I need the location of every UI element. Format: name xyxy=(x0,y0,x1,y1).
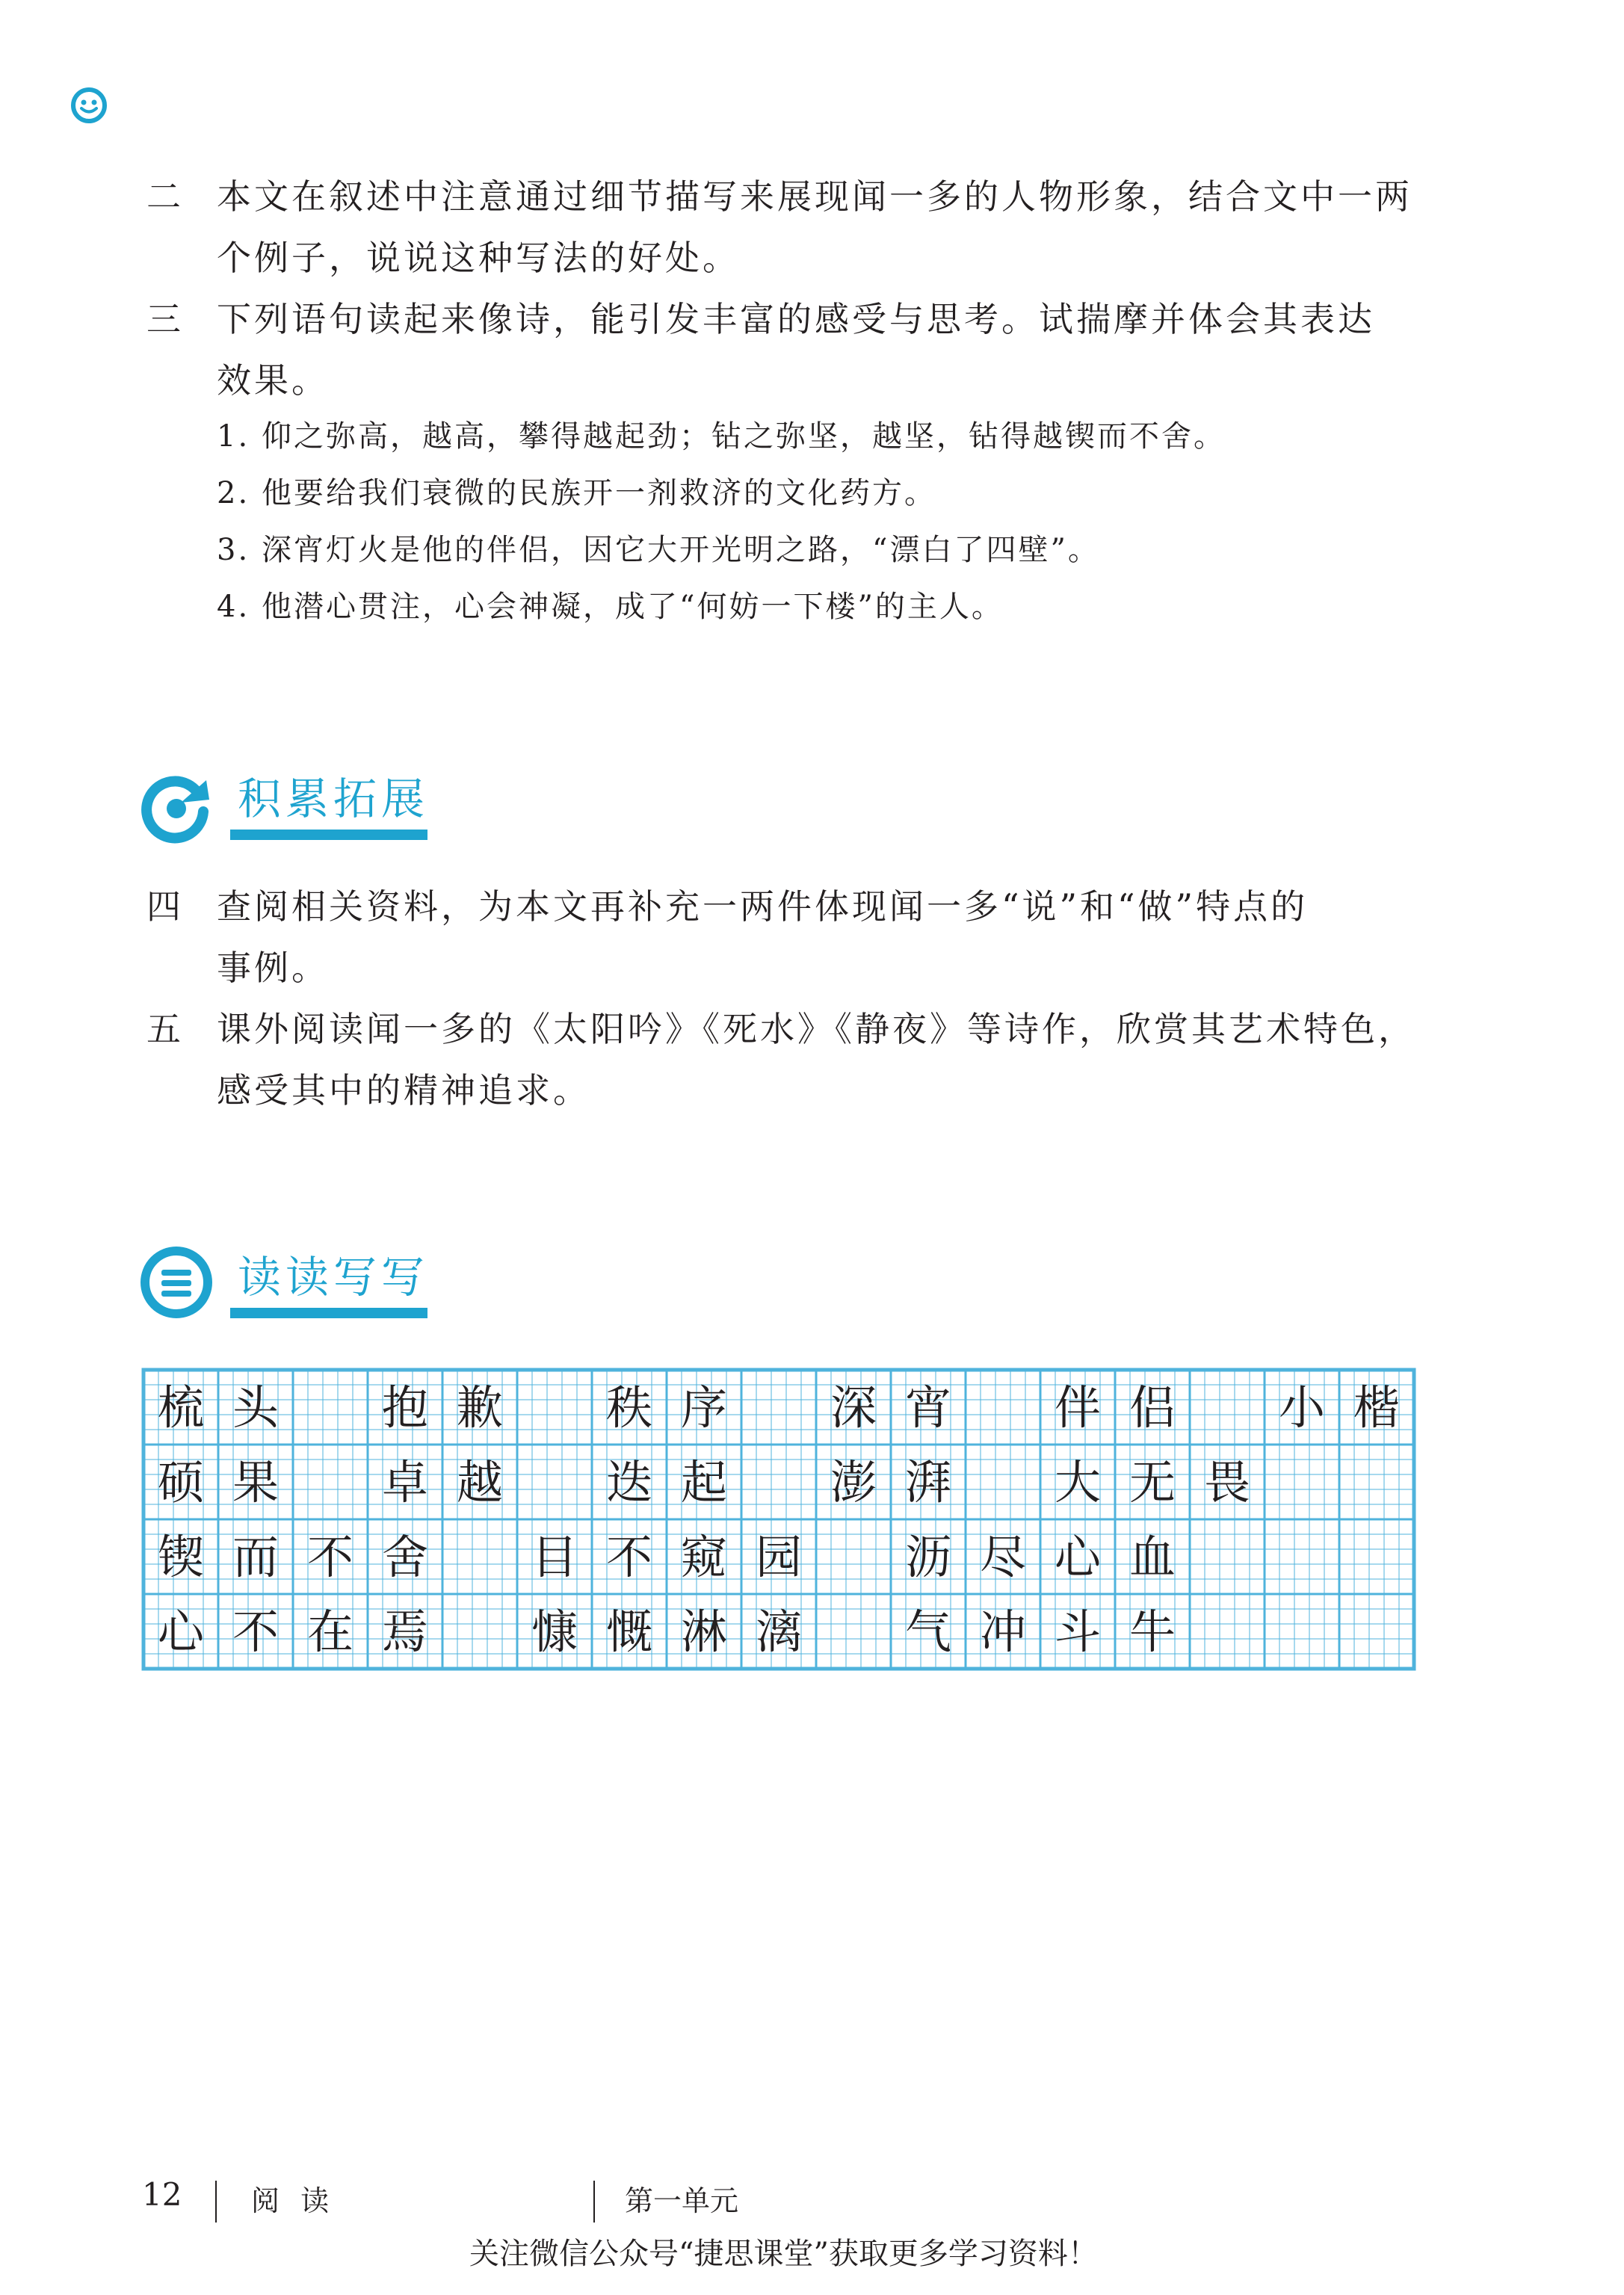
arrow-circle-icon xyxy=(139,770,214,847)
question-number: 二 xyxy=(146,176,181,217)
question-number: 三 xyxy=(146,299,181,339)
grid-character: 序 xyxy=(680,1380,728,1435)
sub-item-text: 仰之弥高，越高，攀得越起劲；钻之弥坚，越坚，钻得越锲而不舍。 xyxy=(262,419,1226,454)
footer-divider xyxy=(593,2181,595,2223)
section-underline xyxy=(230,1308,427,1318)
grid-character: 宵 xyxy=(904,1380,952,1435)
grid-character: 果 xyxy=(232,1455,280,1510)
sub-item-number: 2. xyxy=(217,476,250,510)
grid-character: 淋 xyxy=(680,1604,728,1659)
question-text-line: 下列语句读起来像诗，能引发丰富的感受与思考。试揣摩并体会其表达 xyxy=(217,299,1375,339)
section-title: 读读写写 xyxy=(238,1252,430,1303)
grid-character: 秩 xyxy=(605,1380,653,1435)
section-underline xyxy=(230,830,427,840)
grid-character: 畏 xyxy=(1203,1455,1251,1510)
grid-character: 不 xyxy=(605,1530,653,1584)
grid-character: 歉 xyxy=(456,1380,504,1435)
question-text-line: 感受其中的精神追求。 xyxy=(217,1070,590,1111)
sub-item xyxy=(217,414,1226,459)
smiley-icon xyxy=(70,87,108,127)
sub-item-text: 他潜心贯注，心会神凝，成了“何妨一下楼”的主人。 xyxy=(262,590,1004,624)
grid-character: 小 xyxy=(1278,1380,1326,1435)
grid-character: 斗 xyxy=(1054,1604,1102,1659)
grid-character: 无 xyxy=(1129,1455,1176,1510)
grid-character: 慷 xyxy=(531,1604,578,1659)
sub-item-text: 他要给我们衰微的民族开一剂救济的文化药方。 xyxy=(262,476,936,510)
grid-character: 深 xyxy=(830,1380,877,1435)
footer-section: 阅 读 xyxy=(251,2184,336,2217)
footer-divider xyxy=(215,2181,217,2223)
grid-character: 头 xyxy=(232,1380,280,1435)
sub-item-number: 1. xyxy=(217,419,250,454)
grid-character: 在 xyxy=(306,1604,354,1659)
question-text-line: 个例子，说说这种写法的好处。 xyxy=(217,238,740,278)
grid-character: 舍 xyxy=(381,1530,429,1584)
grid-character: 卓 xyxy=(381,1455,429,1510)
grid-character: 伴 xyxy=(1054,1380,1102,1435)
grid-character: 目 xyxy=(531,1530,578,1584)
grid-character: 心 xyxy=(1054,1530,1102,1584)
grid-character: 园 xyxy=(755,1530,803,1584)
grid-character: 牛 xyxy=(1129,1604,1176,1659)
sub-item-number: 3. xyxy=(217,533,250,567)
sub-item xyxy=(217,471,936,516)
list-lines-icon xyxy=(139,1245,214,1323)
grid-character: 梳 xyxy=(157,1380,205,1435)
page-number: 12 xyxy=(142,2176,182,2213)
vocabulary-grid xyxy=(138,1364,1420,1672)
grid-character: 气 xyxy=(904,1604,952,1659)
question-text-line: 课外阅读闻一多的《太阳吟》《死水》《静夜》等诗作，欣赏其艺术特色， xyxy=(217,1009,1415,1049)
sub-item-text: 深宵灯火是他的伴侣，因它大开光明之路，“漂白了四壁”。 xyxy=(262,533,1100,567)
question-number: 四 xyxy=(146,886,181,927)
sub-item xyxy=(217,528,1100,572)
grid-character: 锲 xyxy=(157,1530,205,1584)
question-text-line: 查阅相关资料，为本文再补充一两件体现闻一多“说”和“做”特点的 xyxy=(217,886,1309,927)
sub-item-number: 4. xyxy=(217,590,250,624)
grid-character: 慨 xyxy=(605,1604,653,1659)
grid-character: 侣 xyxy=(1129,1380,1176,1435)
grid-character: 越 xyxy=(456,1455,504,1510)
grid-character: 起 xyxy=(680,1455,728,1510)
sub-item xyxy=(217,584,1004,629)
grid-character: 湃 xyxy=(904,1455,952,1510)
grid-character: 而 xyxy=(232,1530,280,1584)
grid-character: 硕 xyxy=(157,1455,205,1510)
footer-promo: 关注微信公众号“捷思课堂”获取更多学习资料！ xyxy=(469,2237,1098,2271)
grid-character: 冲 xyxy=(979,1604,1027,1659)
grid-character: 大 xyxy=(1054,1455,1102,1510)
question-text-line: 事例。 xyxy=(217,948,329,988)
grid-character: 沥 xyxy=(904,1530,952,1584)
question-text-line: 本文在叙述中注意通过细节描写来展现闻一多的人物形象，结合文中一两 xyxy=(217,176,1412,217)
grid-character: 不 xyxy=(232,1604,280,1659)
grid-character: 迭 xyxy=(605,1455,653,1510)
section-title: 积累拓展 xyxy=(238,773,430,824)
grid-character: 血 xyxy=(1129,1530,1176,1584)
grid-character: 焉 xyxy=(381,1604,429,1659)
grid-character: 澎 xyxy=(830,1455,877,1510)
grid-character: 漓 xyxy=(755,1604,803,1659)
grid-character: 心 xyxy=(157,1604,205,1659)
grid-character: 楷 xyxy=(1353,1380,1401,1435)
grid-character: 尽 xyxy=(979,1530,1027,1584)
grid-character: 抱 xyxy=(381,1380,429,1435)
question-number: 五 xyxy=(146,1009,181,1049)
question-text-line: 效果。 xyxy=(217,360,329,401)
grid-character: 窥 xyxy=(680,1530,728,1584)
grid-character: 不 xyxy=(306,1530,354,1584)
footer-unit: 第一单元 xyxy=(625,2184,739,2217)
